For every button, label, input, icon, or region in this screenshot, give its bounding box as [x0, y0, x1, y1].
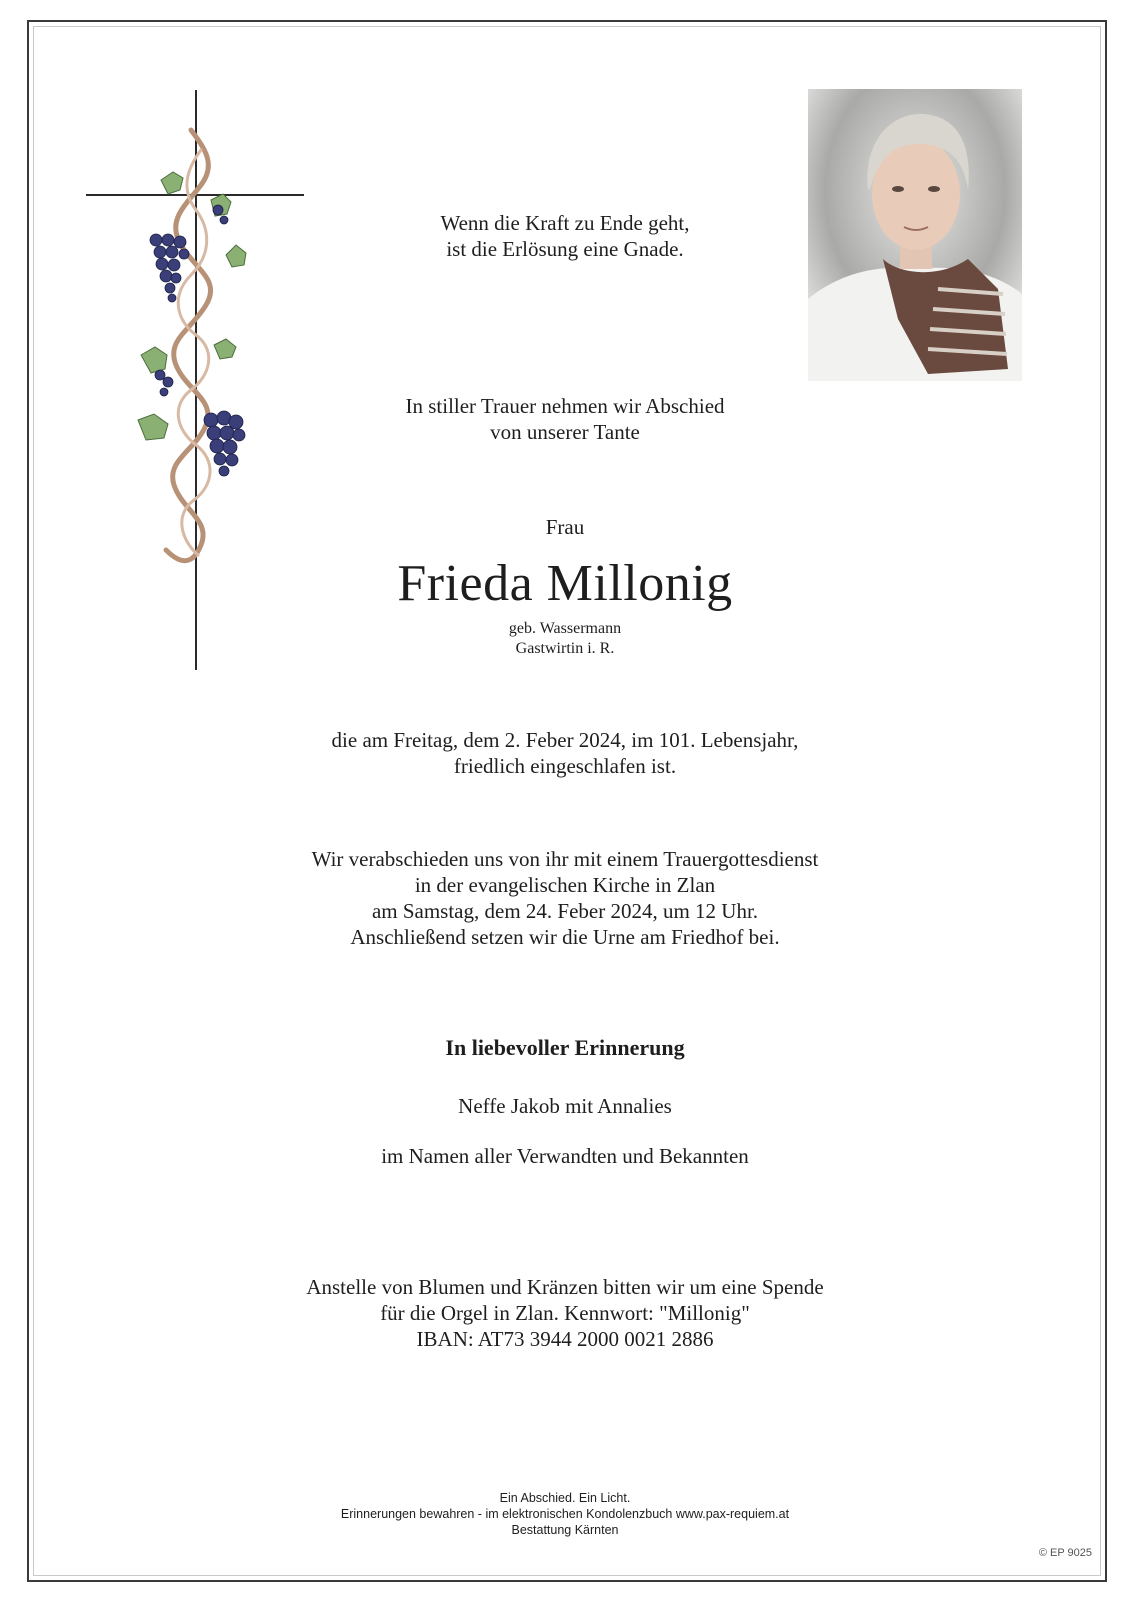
relatives-note: im Namen aller Verwandten und Bekannten	[381, 1144, 749, 1168]
intro-line-2: von unserer Tante	[490, 420, 640, 444]
death-line-2: friedlich eingeschlafen ist.	[453, 754, 677, 778]
donation-line-1: Anstelle von Blumen und Kränzen bitten wir um eine Spende	[306, 1275, 824, 1299]
donation-request	[260, 1274, 870, 1352]
salutation: Frau	[545, 515, 585, 539]
footer-line-2: Erinnerungen bewahren - im elektronischen Kondolenzbuch www.pax-requiem.at	[340, 1507, 790, 1521]
memory-heading: In liebevoller Erinnerung	[445, 1035, 685, 1060]
occupation: Gastwirtin i. R.	[515, 640, 615, 657]
intro-text	[260, 393, 870, 445]
service-line-4: Anschließend setzen wir die Urne am Friedhof bei.	[350, 925, 780, 949]
quote-line-1: Wenn die Kraft zu Ende geht,	[440, 211, 690, 235]
death-notice	[260, 727, 870, 779]
print-code: © EP 9025	[1038, 1547, 1092, 1559]
intro-line-1: In stiller Trauer nehmen wir Abschied	[405, 394, 725, 418]
quote-line-2: ist die Erlösung eine Gnade.	[446, 237, 684, 261]
footer-line-3: Bestattung Kärnten	[511, 1523, 619, 1537]
donation-line-2: für die Orgel in Zlan. Kennwort: "Millonig"	[380, 1301, 750, 1325]
footer	[260, 1490, 870, 1538]
mourners: Neffe Jakob mit Annalies	[458, 1094, 672, 1118]
birth-name: geb. Wassermann	[508, 620, 622, 637]
quote	[260, 210, 870, 262]
footer-line-1: Ein Abschied. Ein Licht.	[499, 1491, 631, 1505]
service-line-1: Wir verabschieden uns von ihr mit einem Trauergottesdienst	[311, 847, 819, 871]
death-line-1: die am Freitag, dem 2. Feber 2024, im 101. Lebensjahr,	[331, 728, 799, 752]
service-details	[260, 846, 870, 950]
deceased-name: Frieda Millonig	[397, 555, 733, 612]
service-line-2: in der evangelischen Kirche in Zlan	[414, 873, 716, 897]
donation-iban: IBAN: AT73 3944 2000 0021 2886	[416, 1327, 714, 1351]
service-line-3: am Samstag, dem 24. Feber 2024, um 12 Uhr.	[371, 899, 759, 923]
